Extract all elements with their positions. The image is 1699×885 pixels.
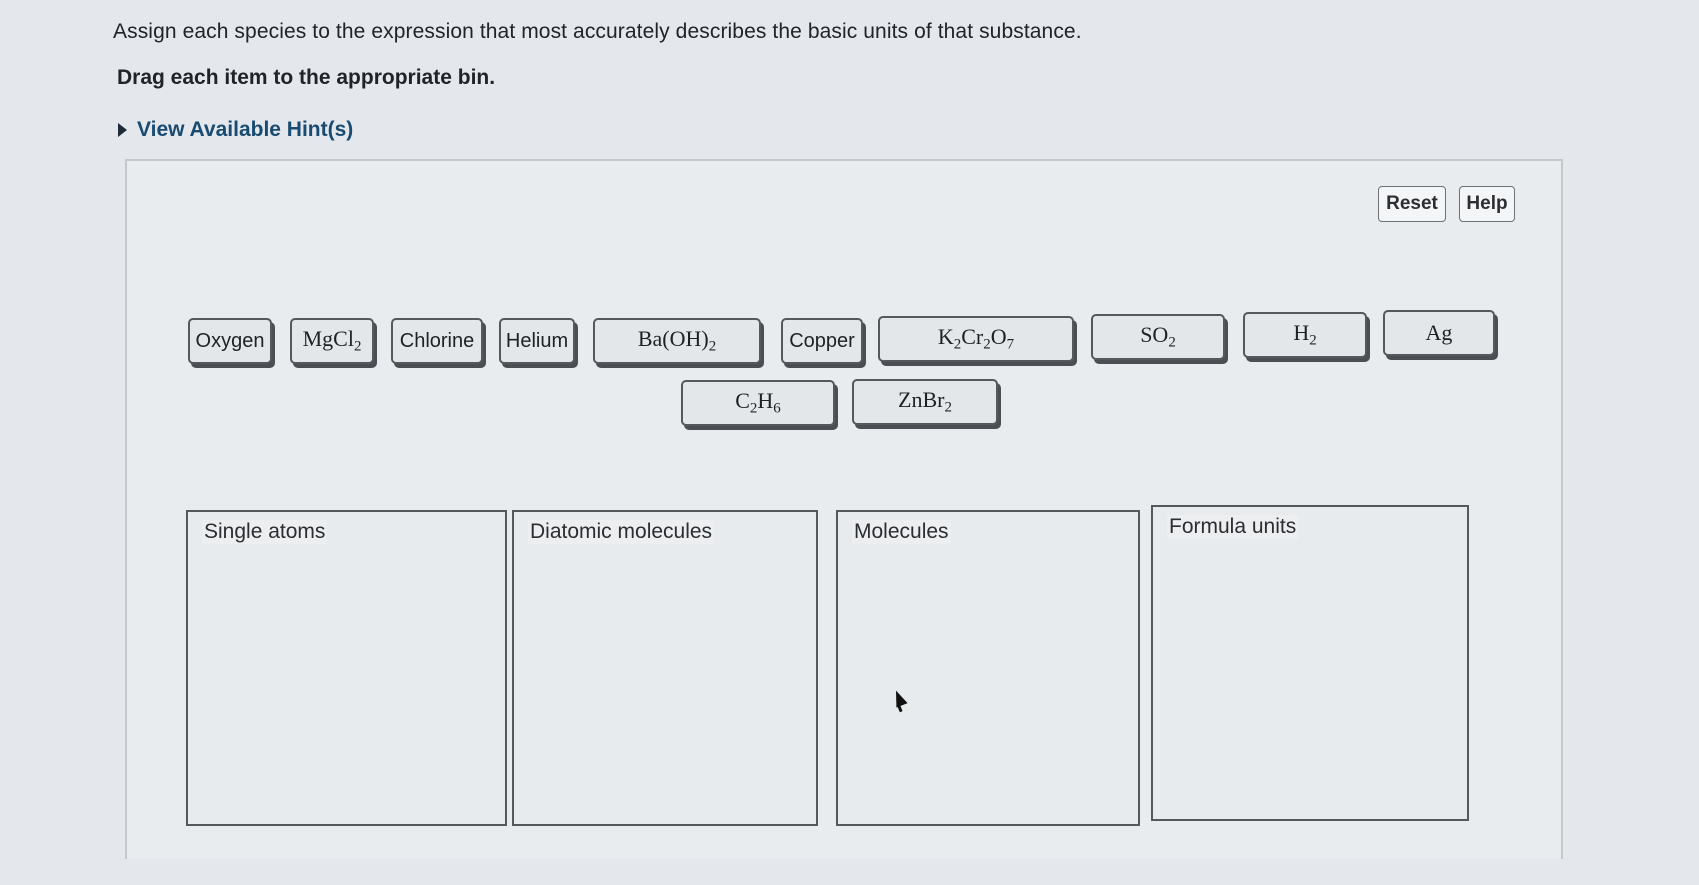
help-button[interactable]: Help xyxy=(1459,186,1515,222)
item-k2cr2o7[interactable] xyxy=(878,316,1074,362)
item-formula: $Ba(OH)_2$ xyxy=(637,326,717,355)
view-hints-link[interactable] xyxy=(118,118,353,142)
item-formula: $SO_2$ xyxy=(1140,322,1176,351)
item-baoh2[interactable] xyxy=(593,318,761,364)
item-label: Ag xyxy=(1425,320,1453,345)
item-so2[interactable] xyxy=(1091,314,1225,360)
item-c2h6[interactable] xyxy=(681,380,835,426)
bin-molecules[interactable] xyxy=(836,510,1140,826)
item-label: Chlorine xyxy=(399,329,475,352)
bin-label: Formula units xyxy=(1169,515,1297,538)
item-label: Oxygen xyxy=(195,329,265,352)
bin-label: Single atoms xyxy=(204,520,326,543)
item-h2[interactable] xyxy=(1243,312,1367,358)
item-formula: $H_2$ xyxy=(1293,320,1317,349)
item-helium[interactable] xyxy=(499,318,575,364)
item-znbr2[interactable] xyxy=(852,379,998,425)
item-ag[interactable] xyxy=(1383,310,1495,356)
bin-single-atoms[interactable] xyxy=(186,510,507,826)
item-oxygen[interactable] xyxy=(188,318,272,364)
expand-triangle-icon xyxy=(118,123,127,137)
bin-label: Molecules xyxy=(854,520,949,543)
drag-instruction: Drag each item to the appropriate bin. xyxy=(117,66,496,89)
item-formula: ZnBr$_2$ xyxy=(898,387,952,416)
bin-formula-units[interactable] xyxy=(1151,505,1469,821)
item-chlorine[interactable] xyxy=(391,318,483,364)
item-formula: $C_2H_6$ xyxy=(735,388,781,417)
item-mgcl2[interactable] xyxy=(290,318,374,364)
view-hints-label: View Available Hint(s) xyxy=(137,118,354,141)
item-label: Helium xyxy=(505,329,569,352)
bin-diatomic-molecules[interactable] xyxy=(512,510,818,826)
instruction-text: Assign each species to the expression that most accurately describes the basic units of that substance. xyxy=(113,20,1082,43)
bin-label: Diatomic molecules xyxy=(530,520,713,543)
item-formula: MgCl$_2$ xyxy=(302,326,362,355)
reset-button[interactable]: Reset xyxy=(1378,186,1446,222)
item-copper[interactable] xyxy=(781,318,863,364)
item-label: Copper xyxy=(789,329,855,352)
item-formula: $K_2Cr_2O_7$ xyxy=(937,324,1015,353)
